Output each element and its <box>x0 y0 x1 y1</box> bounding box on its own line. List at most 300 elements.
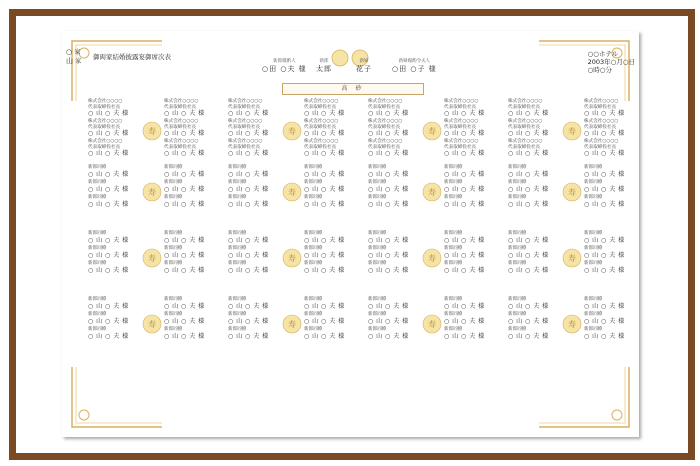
head-table: 高 砂 <box>282 83 424 95</box>
guest-name: ○ 山 ○ 夫 様 <box>228 302 269 310</box>
guest-name: ○ 山 ○ 夫 様 <box>368 236 409 244</box>
guest-affiliation: 株式会社○○○○ <box>368 139 403 144</box>
guest-name: ○ 山 ○ 夫 様 <box>444 130 485 137</box>
party-groom: 新郎 太郎 <box>316 59 332 73</box>
guest-seat <box>584 231 639 244</box>
guest-name: ○ 山 ○ 夫 様 <box>444 200 485 208</box>
kotobuki-char: 寿 <box>428 187 436 197</box>
guest-seat <box>368 99 428 117</box>
guest-seat <box>88 165 148 178</box>
guest-name: ○ 山 ○ 夫 様 <box>164 110 205 117</box>
kotobuki-emblem-icon <box>282 248 302 268</box>
family-a: ○ <box>66 48 73 56</box>
guest-affiliation: 代表取締役社長 <box>584 144 617 150</box>
kotobuki-char: 寿 <box>288 187 296 197</box>
guest-affiliation: 新郎同僚 <box>228 195 247 200</box>
guest-affiliation: 代表取締役社長 <box>228 104 261 110</box>
guest-affiliation: 株式会社○○○○ <box>508 139 543 144</box>
guest-affiliation: 新郎同僚 <box>164 165 183 170</box>
guest-affiliation: 新郎同僚 <box>584 312 603 317</box>
guest-name: ○ 山 ○ 夫 様 <box>164 200 205 208</box>
guest-name: ○ 山 ○ 夫 様 <box>584 266 625 274</box>
guest-affiliation: 新郎同僚 <box>508 327 527 332</box>
guest-seat <box>228 180 288 193</box>
guest-affiliation: 新郎同僚 <box>508 246 527 251</box>
guest-affiliation: 新郎同僚 <box>368 312 387 317</box>
guest-seat <box>304 165 364 178</box>
guest-name: ○ 山 ○ 夫 様 <box>88 130 129 137</box>
guest-seat <box>88 195 148 208</box>
guest-seat <box>368 165 428 178</box>
guest-affiliation: 新郎同僚 <box>368 246 387 251</box>
guest-seat <box>164 195 224 208</box>
guest-seat <box>228 165 288 178</box>
guest-name: ○ 山 ○ 夫 様 <box>584 332 625 340</box>
guest-affiliation: 新郎同僚 <box>228 297 247 302</box>
guest-seat <box>304 139 364 157</box>
guest-affiliation: 株式会社○○○○ <box>164 99 199 104</box>
guest-affiliation: 株式会社○○○○ <box>228 119 263 124</box>
guest-affiliation: 株式会社○○○○ <box>368 99 403 104</box>
kotobuki-emblem-icon <box>422 182 442 202</box>
guest-affiliation: 株式会社○○○○ <box>304 99 339 104</box>
kotobuki-char: 寿 <box>568 127 576 136</box>
guest-affiliation: 新郎同僚 <box>508 195 527 200</box>
guest-name: ○ 山 ○ 夫 様 <box>508 317 549 325</box>
guest-affiliation: 新郎同僚 <box>164 297 183 302</box>
guest-affiliation: 新郎同僚 <box>368 261 387 266</box>
guest-seat <box>508 119 568 137</box>
guest-affiliation: 新郎同僚 <box>304 261 323 266</box>
guest-name: ○ 山 ○ 夫 様 <box>228 251 269 259</box>
guest-seat <box>164 99 224 117</box>
guest-seat <box>228 312 288 325</box>
guest-name: ○ 山 ○ 夫 様 <box>508 236 549 244</box>
guest-seat <box>164 297 224 310</box>
guest-name: ○ 山 ○ 夫 様 <box>444 332 485 340</box>
event-date: 2003年○月○日 <box>587 58 635 66</box>
family-a-suffix: 家 <box>74 49 81 56</box>
guest-name: ○ 山 ○ 夫 様 <box>88 170 129 178</box>
guest-name: ○ 山 ○ 夫 様 <box>164 185 205 193</box>
guest-affiliation: 新郎同僚 <box>584 246 603 251</box>
guest-affiliation: 株式会社○○○○ <box>508 119 543 124</box>
guest-affiliation: 代表取締役社長 <box>508 144 541 150</box>
kotobuki-emblem-icon <box>142 182 162 202</box>
guest-name: ○ 山 ○ 夫 様 <box>368 266 409 274</box>
guest-name: ○ 山 ○ 夫 様 <box>508 170 549 178</box>
guest-seat <box>228 297 288 310</box>
guest-seat <box>164 165 224 178</box>
guest-seat <box>88 312 148 325</box>
guest-affiliation: 新郎同僚 <box>508 261 527 266</box>
kotobuki-char: 寿 <box>428 127 436 136</box>
kotobuki-char: 寿 <box>288 319 296 329</box>
guest-name: ○ 山 ○ 夫 様 <box>368 150 409 157</box>
guest-name: ○ 山 ○ 夫 様 <box>444 302 485 310</box>
guest-seat <box>368 261 428 274</box>
guest-affiliation: 新郎同僚 <box>584 165 603 170</box>
guest-affiliation: 新郎同僚 <box>228 327 247 332</box>
guest-affiliation: 株式会社○○○○ <box>304 119 339 124</box>
event-time: ○時○分 <box>587 66 612 74</box>
guest-name: ○ 山 ○ 夫 様 <box>164 130 205 137</box>
guest-affiliation: 新郎同僚 <box>584 297 603 302</box>
guest-affiliation: 新郎同僚 <box>508 231 527 236</box>
guest-name: ○ 山 ○ 夫 様 <box>368 302 409 310</box>
guest-affiliation: 新郎同僚 <box>444 195 463 200</box>
kotobuki-char: 寿 <box>288 127 296 136</box>
guest-name: ○ 山 ○ 夫 様 <box>304 236 345 244</box>
venue-name: ○○ホテル <box>587 50 619 58</box>
guest-name: ○ 山 ○ 夫 様 <box>584 150 625 157</box>
guest-affiliation: 新郎同僚 <box>88 165 107 170</box>
guest-name: ○ 山 ○ 夫 様 <box>88 251 129 259</box>
guest-affiliation: 株式会社○○○○ <box>444 139 479 144</box>
guest-affiliation: 代表取締役社長 <box>444 124 477 130</box>
guest-seat <box>584 180 639 193</box>
guest-name: ○ 山 ○ 夫 様 <box>88 317 129 325</box>
guest-name: ○ 山 ○ 夫 様 <box>304 317 345 325</box>
guest-affiliation: 新郎同僚 <box>228 312 247 317</box>
seating-chart-sheet <box>62 31 639 437</box>
guest-name: ○ 山 ○ 夫 様 <box>368 251 409 259</box>
guest-affiliation: 新郎同僚 <box>304 297 323 302</box>
guest-seat <box>584 327 639 340</box>
guest-name: ○ 山 ○ 夫 様 <box>508 251 549 259</box>
guest-seat <box>368 312 428 325</box>
guest-affiliation: 代表取締役社長 <box>228 144 261 150</box>
guest-name: ○ 山 ○ 夫 様 <box>508 266 549 274</box>
guest-affiliation: 新郎同僚 <box>164 261 183 266</box>
guest-affiliation: 新郎同僚 <box>228 261 247 266</box>
guest-name: ○ 山 ○ 夫 様 <box>88 266 129 274</box>
guest-seat <box>164 231 224 244</box>
guest-affiliation: 新郎同僚 <box>508 180 527 185</box>
guest-affiliation: 新郎同僚 <box>444 231 463 236</box>
guest-affiliation: 代表取締役社長 <box>584 104 617 110</box>
guest-name: ○ 山 ○ 夫 様 <box>584 185 625 193</box>
guest-seat <box>584 246 639 259</box>
guest-affiliation: 株式会社○○○○ <box>444 99 479 104</box>
guest-affiliation: 新郎同僚 <box>508 312 527 317</box>
guest-affiliation: 新郎同僚 <box>304 246 323 251</box>
guest-affiliation: 新郎同僚 <box>304 231 323 236</box>
kotobuki-emblem-icon <box>562 121 582 141</box>
kotobuki-char: 寿 <box>148 253 156 263</box>
guest-affiliation: 代表取締役社長 <box>368 124 401 130</box>
guest-affiliation: 株式会社○○○○ <box>584 119 619 124</box>
kotobuki-emblem-icon <box>562 248 582 268</box>
guest-seat <box>304 231 364 244</box>
guest-seat <box>88 261 148 274</box>
guest-name: ○ 山 ○ 夫 様 <box>368 110 409 117</box>
guest-seat <box>508 139 568 157</box>
guest-affiliation: 新郎同僚 <box>164 327 183 332</box>
guest-name: ○ 山 ○ 夫 様 <box>444 150 485 157</box>
guest-name: ○ 山 ○ 夫 様 <box>508 332 549 340</box>
kotobuki-emblem-icon <box>562 182 582 202</box>
guest-seat <box>304 246 364 259</box>
guest-name: ○ 山 ○ 夫 様 <box>228 236 269 244</box>
guest-seat <box>228 231 288 244</box>
guest-name: ○ 山 ○ 夫 様 <box>88 236 129 244</box>
guest-affiliation: 新郎同僚 <box>164 246 183 251</box>
guest-affiliation: 代表取締役社長 <box>368 144 401 150</box>
guest-affiliation: 代表取締役社長 <box>304 124 337 130</box>
kotobuki-char: 寿 <box>428 253 436 263</box>
chart-title: 御両家結婚披露宴御席次表 <box>93 53 171 61</box>
guest-name: ○ 山 ○ 夫 様 <box>584 110 625 117</box>
guest-name: ○ 山 ○ 夫 様 <box>444 266 485 274</box>
kotobuki-emblem-icon <box>422 248 442 268</box>
guest-seat <box>508 195 568 208</box>
guest-name: ○ 山 ○ 夫 様 <box>304 110 345 117</box>
guest-name: ○ 山 ○ 夫 様 <box>508 110 549 117</box>
guest-name: ○ 山 ○ 夫 様 <box>508 130 549 137</box>
guest-seat <box>164 312 224 325</box>
guest-affiliation: 代表取締役社長 <box>444 144 477 150</box>
guest-name: ○ 山 ○ 夫 様 <box>164 266 205 274</box>
guest-seat <box>584 119 639 137</box>
guest-affiliation: 新郎同僚 <box>444 165 463 170</box>
guest-seat <box>304 99 364 117</box>
guest-seat <box>508 261 568 274</box>
guest-seat <box>508 246 568 259</box>
guest-seat <box>444 165 504 178</box>
guest-name: ○ 山 ○ 夫 様 <box>304 332 345 340</box>
venue-block <box>588 50 635 74</box>
kotobuki-emblem-icon <box>282 121 302 141</box>
party-bride: 新婦 花子 <box>356 59 372 73</box>
kotobuki-char: 寿 <box>148 319 156 329</box>
guest-affiliation: 代表取締役社長 <box>164 104 197 110</box>
guest-affiliation: 新郎同僚 <box>88 261 107 266</box>
kotobuki-char: 寿 <box>148 127 156 136</box>
guest-seat <box>164 119 224 137</box>
guest-seat <box>164 180 224 193</box>
guest-seat <box>444 246 504 259</box>
guest-name: ○ 山 ○ 夫 様 <box>584 236 625 244</box>
guest-name: ○ 山 ○ 夫 様 <box>228 130 269 137</box>
guest-name: ○ 山 ○ 夫 様 <box>228 332 269 340</box>
guest-seat <box>508 231 568 244</box>
guest-seat <box>228 99 288 117</box>
guest-seat <box>508 165 568 178</box>
guest-affiliation: 株式会社○○○○ <box>88 99 123 104</box>
guest-name: ○ 山 ○ 夫 様 <box>228 185 269 193</box>
guest-seat <box>444 180 504 193</box>
guest-seat <box>368 327 428 340</box>
guest-affiliation: 新郎同僚 <box>304 327 323 332</box>
guest-name: ○ 山 ○ 夫 様 <box>304 302 345 310</box>
guest-affiliation: 株式会社○○○○ <box>304 139 339 144</box>
guest-name: ○ 山 ○ 夫 様 <box>228 110 269 117</box>
guest-affiliation: 新郎同僚 <box>584 327 603 332</box>
family-b: 山 <box>66 57 73 65</box>
guest-affiliation: 新郎同僚 <box>584 231 603 236</box>
guest-seat <box>164 261 224 274</box>
kotobuki-emblem-icon <box>142 248 162 268</box>
guest-seat <box>304 312 364 325</box>
party-bride-matchmaker: 新婦媒酌令夫人 ○田 ○子 様 <box>392 59 437 73</box>
guest-name: ○ 山 ○ 夫 様 <box>444 110 485 117</box>
kotobuki-emblem-icon <box>142 314 162 334</box>
guest-affiliation: 新郎同僚 <box>88 297 107 302</box>
family-b-suffix: 家 <box>75 58 82 65</box>
kotobuki-emblem-icon <box>422 121 442 141</box>
kotobuki-char: 寿 <box>288 253 296 263</box>
families-block <box>66 48 81 66</box>
guest-name: ○ 山 ○ 夫 様 <box>368 317 409 325</box>
guest-affiliation: 新郎同僚 <box>368 165 387 170</box>
guest-seat <box>304 195 364 208</box>
guest-affiliation: 新郎同僚 <box>164 231 183 236</box>
guest-name: ○ 山 ○ 夫 様 <box>164 302 205 310</box>
guest-affiliation: 新郎同僚 <box>88 231 107 236</box>
guest-name: ○ 山 ○ 夫 様 <box>164 251 205 259</box>
guest-affiliation: 新郎同僚 <box>304 180 323 185</box>
guest-seat <box>228 119 288 137</box>
guest-name: ○ 山 ○ 夫 様 <box>368 170 409 178</box>
guest-seat <box>368 246 428 259</box>
guest-affiliation: 代表取締役社長 <box>508 124 541 130</box>
guest-name: ○ 山 ○ 夫 様 <box>164 317 205 325</box>
guest-seat <box>228 261 288 274</box>
guest-affiliation: 代表取締役社長 <box>88 104 121 110</box>
guest-seat <box>228 327 288 340</box>
kotobuki-char: 寿 <box>568 187 576 197</box>
guest-name: ○ 山 ○ 夫 様 <box>304 150 345 157</box>
guest-name: ○ 山 ○ 夫 様 <box>88 150 129 157</box>
guest-name: ○ 山 ○ 夫 様 <box>304 185 345 193</box>
guest-seat <box>368 195 428 208</box>
guest-name: ○ 山 ○ 夫 様 <box>164 236 205 244</box>
guest-seat <box>88 246 148 259</box>
guest-seat <box>368 139 428 157</box>
guest-seat <box>88 99 148 117</box>
guest-affiliation: 新郎同僚 <box>508 165 527 170</box>
guest-seat <box>304 261 364 274</box>
guest-seat <box>88 327 148 340</box>
guest-affiliation: 代表取締役社長 <box>164 124 197 130</box>
guest-affiliation: 新郎同僚 <box>88 195 107 200</box>
guest-name: ○ 山 ○ 夫 様 <box>88 200 129 208</box>
guest-affiliation: 代表取締役社長 <box>228 124 261 130</box>
guest-affiliation: 代表取締役社長 <box>368 104 401 110</box>
guest-name: ○ 山 ○ 夫 様 <box>444 185 485 193</box>
guest-affiliation: 株式会社○○○○ <box>368 119 403 124</box>
guest-seat <box>368 297 428 310</box>
guest-name: ○ 山 ○ 夫 様 <box>444 317 485 325</box>
kotobuki-emblem-icon <box>562 314 582 334</box>
guest-affiliation: 株式会社○○○○ <box>228 139 263 144</box>
guest-seat <box>584 195 639 208</box>
guest-seat <box>584 165 639 178</box>
guest-affiliation: 新郎同僚 <box>444 246 463 251</box>
guest-name: ○ 山 ○ 夫 様 <box>584 317 625 325</box>
guest-name: ○ 山 ○ 夫 様 <box>508 150 549 157</box>
guest-affiliation: 新郎同僚 <box>584 261 603 266</box>
guest-seat <box>88 139 148 157</box>
guest-seat <box>508 180 568 193</box>
guest-name: ○ 山 ○ 夫 様 <box>368 332 409 340</box>
guest-affiliation: 株式会社○○○○ <box>508 99 543 104</box>
guest-seat <box>444 261 504 274</box>
guest-seat <box>444 312 504 325</box>
guest-name: ○ 山 ○ 夫 様 <box>228 170 269 178</box>
kotobuki-emblem-icon <box>422 314 442 334</box>
guest-affiliation: 新郎同僚 <box>304 312 323 317</box>
guest-affiliation: 新郎同僚 <box>88 180 107 185</box>
guest-name: ○ 山 ○ 夫 様 <box>508 302 549 310</box>
corner-ornament-top-left <box>62 31 162 101</box>
guest-affiliation: 新郎同僚 <box>164 195 183 200</box>
kotobuki-char: 寿 <box>148 187 156 197</box>
guest-affiliation: 新郎同僚 <box>228 180 247 185</box>
guest-affiliation: 新郎同僚 <box>444 297 463 302</box>
guest-name: ○ 山 ○ 夫 様 <box>584 251 625 259</box>
guest-name: ○ 山 ○ 夫 様 <box>88 302 129 310</box>
guest-name: ○ 山 ○ 夫 様 <box>88 110 129 117</box>
guest-affiliation: 株式会社○○○○ <box>584 139 619 144</box>
guest-affiliation: 新郎同僚 <box>584 180 603 185</box>
guest-affiliation: 株式会社○○○○ <box>584 99 619 104</box>
guest-name: ○ 山 ○ 夫 様 <box>584 170 625 178</box>
guest-affiliation: 新郎同僚 <box>508 297 527 302</box>
guest-affiliation: 株式会社○○○○ <box>228 99 263 104</box>
guest-affiliation: 新郎同僚 <box>228 165 247 170</box>
guest-seat <box>584 297 639 310</box>
guest-affiliation: 代表取締役社長 <box>584 124 617 130</box>
guest-seat <box>88 297 148 310</box>
guest-name: ○ 山 ○ 夫 様 <box>444 236 485 244</box>
guest-affiliation: 代表取締役社長 <box>88 124 121 130</box>
guest-seat <box>228 195 288 208</box>
guest-seat <box>444 297 504 310</box>
guest-affiliation: 新郎同僚 <box>444 180 463 185</box>
guest-affiliation: 代表取締役社長 <box>508 104 541 110</box>
guest-affiliation: 新郎同僚 <box>368 231 387 236</box>
guest-seat <box>444 99 504 117</box>
guest-affiliation: 新郎同僚 <box>88 327 107 332</box>
guest-affiliation: 新郎同僚 <box>368 180 387 185</box>
guest-name: ○ 山 ○ 夫 様 <box>304 170 345 178</box>
guest-affiliation: 新郎同僚 <box>444 327 463 332</box>
guest-seat <box>228 139 288 157</box>
guest-affiliation: 新郎同僚 <box>584 195 603 200</box>
guest-seat <box>584 261 639 274</box>
guest-name: ○ 山 ○ 夫 様 <box>228 266 269 274</box>
kotobuki-char: 寿 <box>568 253 576 263</box>
guest-name: ○ 山 ○ 夫 様 <box>584 302 625 310</box>
guest-seat <box>444 119 504 137</box>
guest-affiliation: 新郎同僚 <box>368 297 387 302</box>
guest-name: ○ 山 ○ 夫 様 <box>584 200 625 208</box>
guest-tables-grid <box>88 99 639 429</box>
guest-name: ○ 山 ○ 夫 様 <box>368 185 409 193</box>
guest-seat <box>444 327 504 340</box>
guest-name: ○ 山 ○ 夫 様 <box>508 200 549 208</box>
guest-name: ○ 山 ○ 夫 様 <box>164 332 205 340</box>
guest-name: ○ 山 ○ 夫 様 <box>508 185 549 193</box>
guest-seat <box>164 139 224 157</box>
guest-name: ○ 山 ○ 夫 様 <box>584 130 625 137</box>
guest-affiliation: 新郎同僚 <box>368 327 387 332</box>
guest-seat <box>368 180 428 193</box>
guest-affiliation: 代表取締役社長 <box>88 144 121 150</box>
guest-seat <box>584 99 639 117</box>
